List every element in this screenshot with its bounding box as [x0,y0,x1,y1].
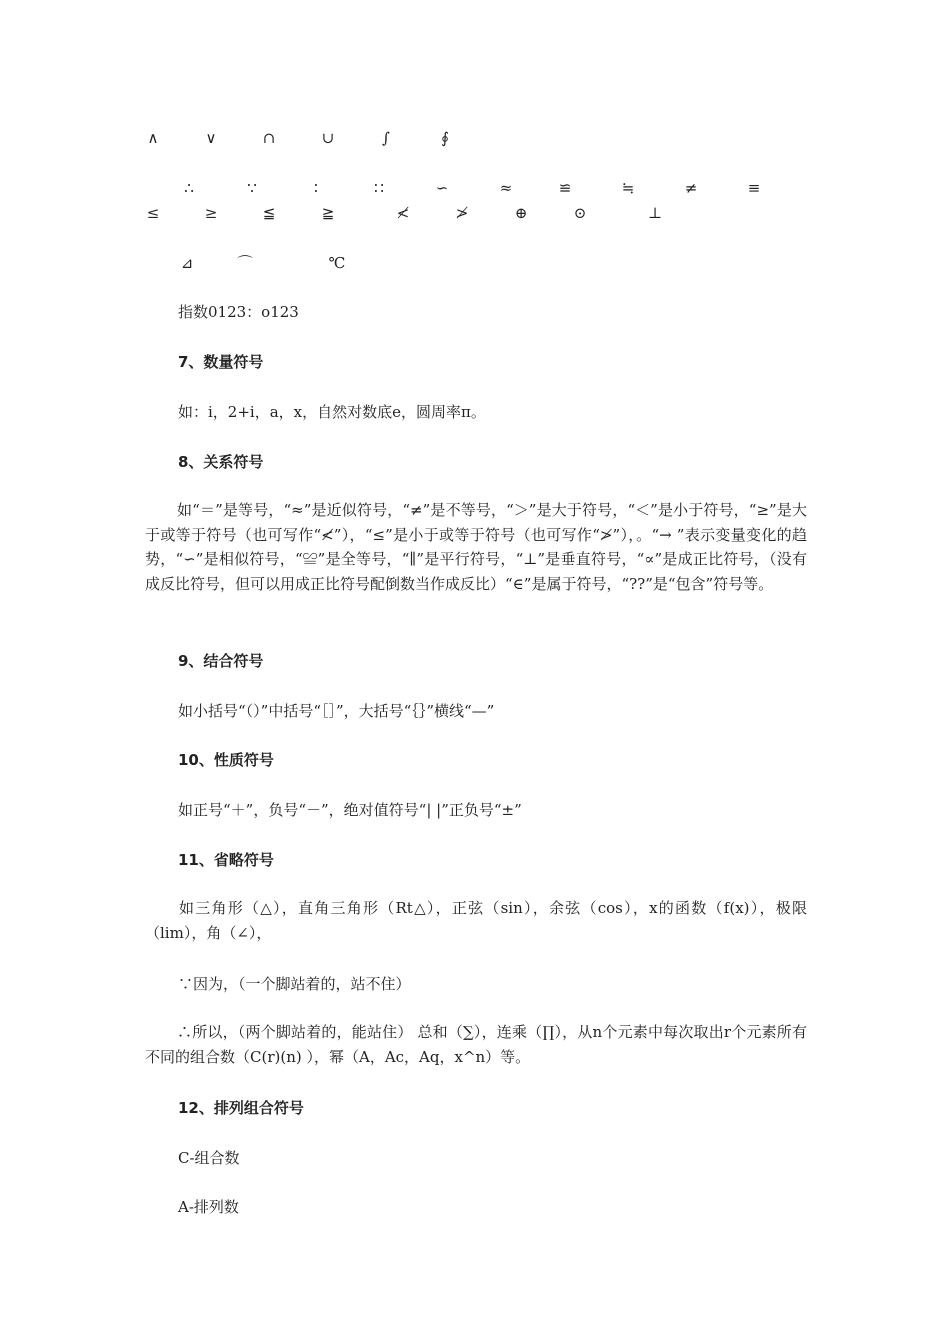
symbol-or: ∨ [205,129,217,147]
symbol-identical: ≡ [747,179,761,197]
section-12-item-combination: C-组合数 [178,1149,240,1167]
section-11-therefore: ∴所以，（两个脚站着的，能站住） 总和（∑），连乘（∏），从n个元素中每次取出r个元素所有不同的组合数（C(r)(n) ），幂（A，Ac，Aq，x^n）等。 [145,1023,807,1066]
symbol-arc: ⌒ [237,254,253,272]
symbol-therefore: ∴ [184,179,194,197]
symbol-oplus: ⊕ [514,204,528,222]
section-11-heading: 11、省略符号 [178,851,274,869]
section-8-body: 如“＝”是等号，“≈”是近似符号，“≠”是不等号，“＞”是大于符号，“＜”是小于符号，“≥”是大于或等于符号（也可写作“≮”），“≤”是小于或等于符号（也可写作“≯”），。“→ ”表示变量变化的趋势，“∽”是相似符号，“≌”是全等号，“∥”是平行符号，“⊥”是垂直符号，“∝”是成正比符号，（没有成反比符号，但可以用成正比符号配倒数当作成反比）“∈”是属于符号，“??”是“包含”符号等。 [145,501,807,593]
symbol-right-triangle: ⊿ [180,254,194,272]
section-9-body: 如小括号“（）”中括号“［］”，大括号“｛｝”横线“—” [178,702,495,720]
symbol-and: ∧ [147,129,159,147]
symbol-because: ∵ [247,179,257,197]
symbol-geq: ≥ [204,204,218,222]
symbol-union: ∪ [321,129,335,147]
section-9-heading: 9、结合符号 [178,652,264,670]
symbol-similar: ∽ [435,179,449,197]
symbol-geqq: ≧ [321,204,335,222]
symbol-congruent: ≌ [558,179,572,197]
symbol-perpendicular: ⊥ [647,204,663,222]
section-7-heading: 7、数量符号 [178,353,264,371]
symbol-contour-integral: ∮ [441,129,449,147]
symbol-leqq: ≦ [262,204,276,222]
symbol-approx: ≈ [499,179,513,197]
symbol-proportion: ∷ [374,179,384,197]
section-11-body-1: 如三角形（△），直角三角形（Rt△），正弦（sin），余弦（cos），x的函数（f(x)），极限（lim），角（∠）， [145,899,807,942]
symbol-approx-equal: ≒ [621,179,635,197]
section-7-body: 如：i，2+i，a，x，自然对数底e，圆周率π。 [178,403,486,421]
symbol-leq: ≤ [146,204,160,222]
symbol-ratio: ∶ [314,179,318,197]
section-8-heading: 8、关系符号 [178,453,264,471]
section-10-heading: 10、性质符号 [178,751,274,769]
section-12-heading: 12、排列组合符号 [178,1099,304,1117]
section-10-body: 如正号“＋”，负号“－”，绝对值符号“| |”正负号“±” [178,801,522,819]
section-12-item-permutation: A-排列数 [178,1198,239,1216]
symbol-not-greater: ≯ [455,204,469,222]
symbol-celsius: ℃ [328,254,346,272]
exponent-line: 指数0123：o123 [178,303,299,321]
symbol-odot: ⊙ [573,204,587,222]
section-11-because: ∵因为，（一个脚站着的，站不住） [178,975,411,993]
symbol-intersection: ∩ [262,129,276,147]
symbol-not-less: ≮ [396,204,410,222]
symbol-integral: ∫ [382,129,390,147]
symbol-not-equal: ≠ [684,179,698,197]
